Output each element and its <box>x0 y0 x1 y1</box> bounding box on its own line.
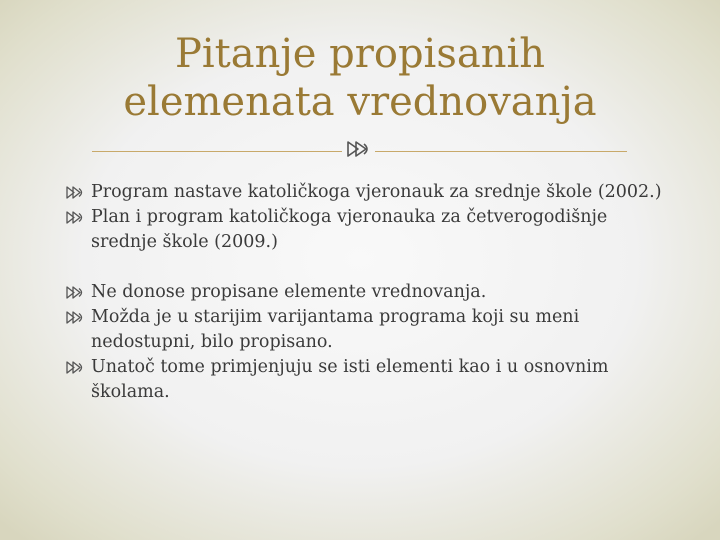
ornament-bullet-icon <box>66 185 86 200</box>
bullet-text: Možda je u starijim varijantama programa koji su meni nedostupni, bilo propisano. <box>91 307 580 352</box>
title-line-1: Pitanje propisanih <box>174 31 546 77</box>
bullet-text: Program nastave katoličkoga vjeronauk za srednje škole (2002.) <box>91 182 662 202</box>
bullet-text: Plan i program katoličkoga vjeronauka za četverogodišnje srednje škole (2009.) <box>91 207 608 252</box>
bullet-text: Ne donose propisane elemente vrednovanja. <box>91 282 487 302</box>
list-item <box>66 205 666 255</box>
list-item <box>66 305 666 355</box>
ornament-bullet-icon <box>66 285 86 300</box>
ornament-bullet-icon <box>66 210 86 225</box>
title-rule-left <box>92 151 342 152</box>
list-item <box>66 280 666 305</box>
ornament-bullet-icon <box>66 310 86 325</box>
list-item <box>66 180 666 205</box>
bullet-list <box>66 180 666 405</box>
list-item <box>66 355 666 405</box>
ornament-icon <box>346 138 372 160</box>
bullet-text: Unatoč tome primjenjuju se isti elementi kao i u osnovnim školama. <box>91 357 609 402</box>
title-line-2: elemenata vrednovanja <box>123 79 597 125</box>
title-rule-right <box>375 151 627 152</box>
slide-title <box>60 30 660 126</box>
ornament-bullet-icon <box>66 360 86 375</box>
